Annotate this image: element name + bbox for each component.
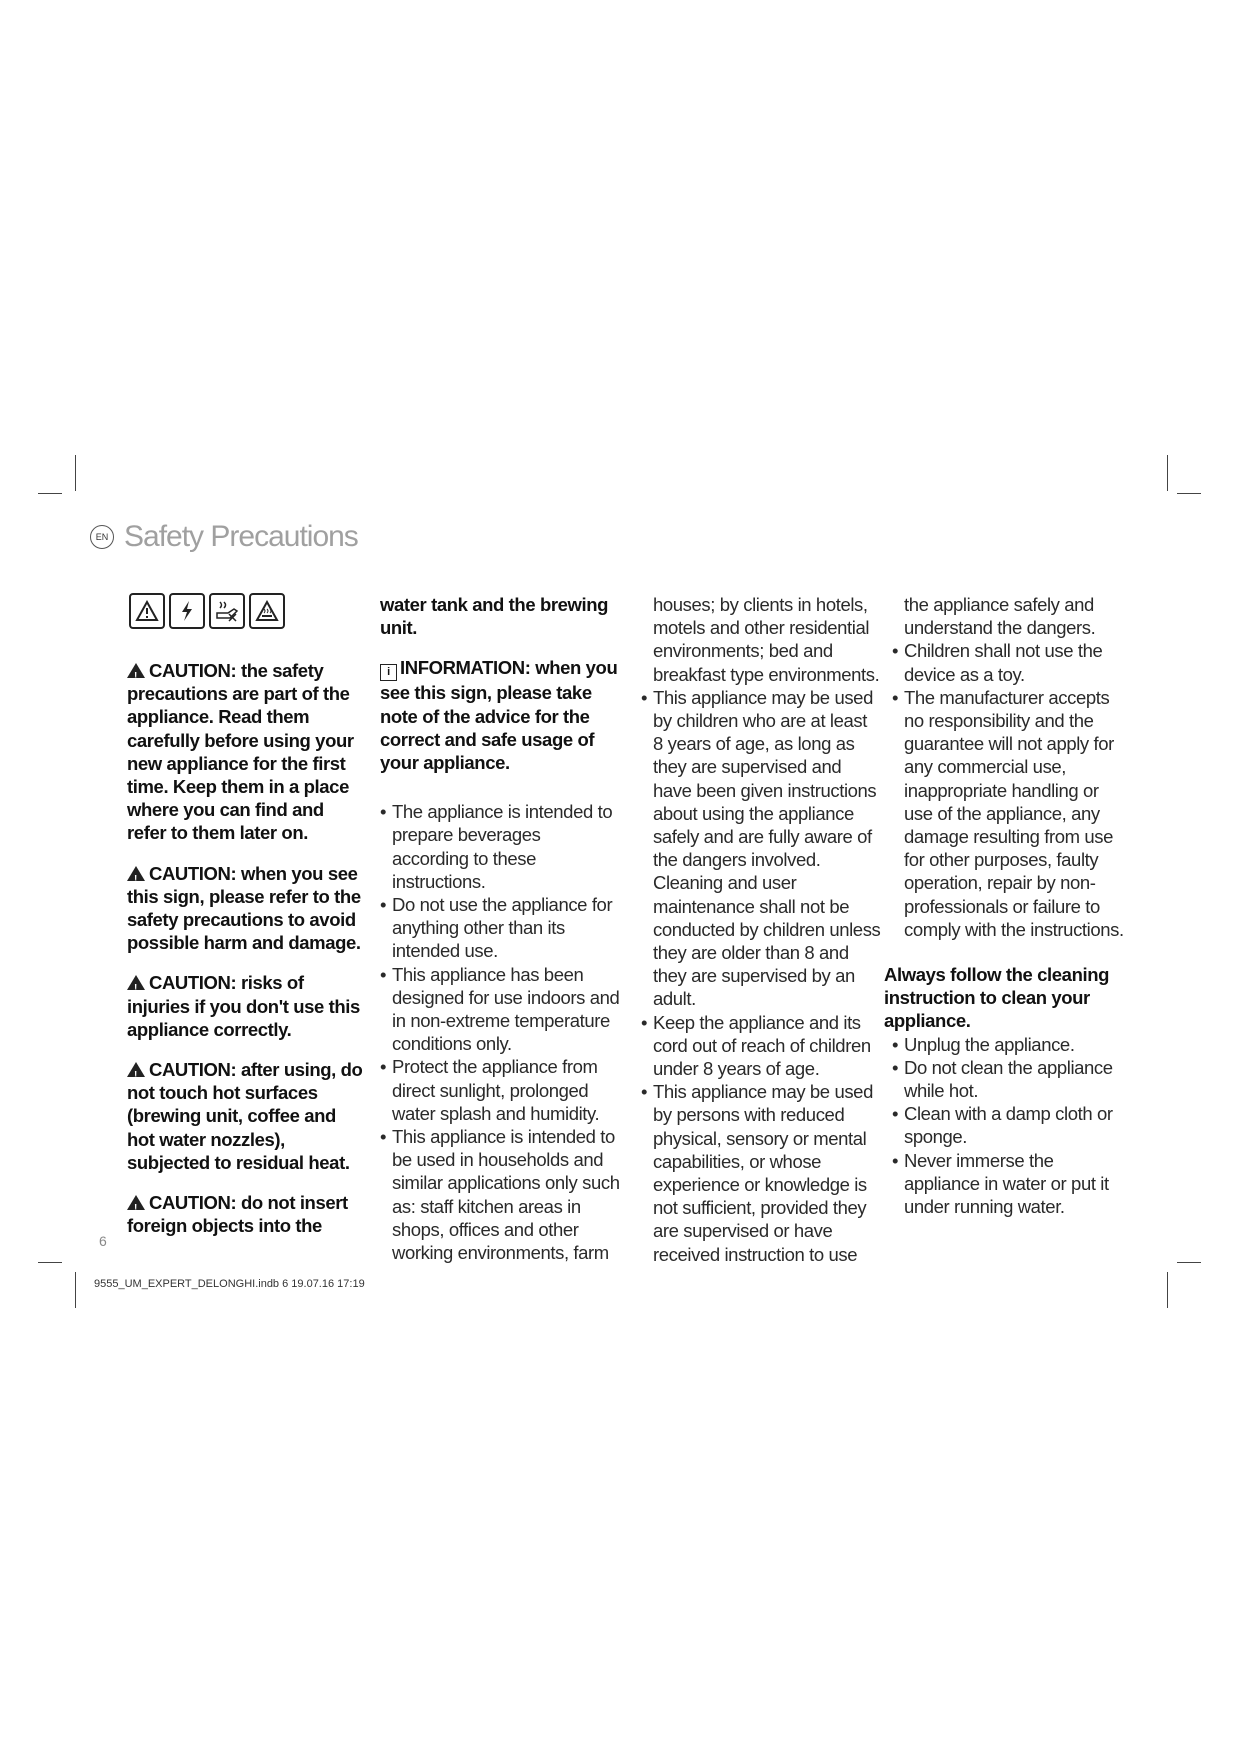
list-item: • Do not clean the appliance while hot. bbox=[892, 1056, 1132, 1102]
column-4 bbox=[884, 593, 1132, 1218]
caution-paragraph: !CAUTION: after using, do not touch hot surfaces (brewing unit, coffee and hot water nozzles), subjected to residual heat. bbox=[127, 1058, 363, 1174]
caution-paragraph: !CAUTION: do not insert foreign objects into the bbox=[127, 1191, 363, 1237]
list-item: • This appliance may be used by children who are at least 8 years of age, as long as they are supervised and have been given instructions about using the appliance safely and are fully aware of the dangers involved. Cleaning and user maintenance shall not be conducted by children unless they are older than 8 and they are supervised by an adult. bbox=[641, 686, 881, 1011]
column-3 bbox=[641, 593, 881, 1266]
crop-mark bbox=[1177, 1262, 1201, 1263]
list-item-continued: houses; by clients in hotels, motels and other residential environments; bed and breakfast type environments. bbox=[653, 594, 880, 685]
warning-icon bbox=[127, 1062, 145, 1077]
warning-icon bbox=[127, 975, 145, 990]
list-item: • Do not use the appliance for anything other than its intended use. bbox=[380, 893, 620, 963]
list-item-continued: the appliance safely and understand the dangers. bbox=[904, 594, 1096, 639]
list-item: • Keep the appliance and its cord out of reach of children under 8 years of age. bbox=[641, 1011, 881, 1081]
column-2 bbox=[380, 593, 620, 1264]
crop-mark bbox=[75, 455, 76, 491]
caution-paragraph: !CAUTION: the safety precautions are part of the appliance. Read them carefully before using your new appliance for the first time. Keep them in a place where you can find and refer to them later on. bbox=[127, 659, 363, 845]
information-icon: i bbox=[380, 664, 397, 681]
cleaning-list bbox=[892, 1033, 1132, 1219]
list-item: • Clean with a damp cloth or sponge. bbox=[892, 1102, 1132, 1148]
language-badge: EN bbox=[90, 525, 114, 549]
crop-mark bbox=[75, 1272, 76, 1308]
continued-text: water tank and the brewing unit. bbox=[380, 594, 609, 639]
page-title: Safety Precautions bbox=[124, 520, 358, 553]
warning-icon bbox=[127, 663, 145, 678]
list-item: • Protect the appliance from direct sunlight, prolonged water splash and humidity. bbox=[380, 1055, 620, 1125]
warning-triangle-icon bbox=[129, 593, 165, 629]
cleaning-heading: Always follow the cleaning instruction to clean your appliance. bbox=[884, 964, 1110, 1032]
warning-icon bbox=[127, 866, 145, 881]
crop-mark bbox=[1167, 455, 1168, 491]
information-paragraph: i INFORMATION: when you see this sign, please take note of the advice for the correct and safe usage of your appliance. bbox=[380, 657, 618, 774]
safety-list bbox=[892, 593, 1132, 941]
caution-paragraph: !CAUTION: when you see this sign, please refer to the safety precautions to avoid possible harm and damage. bbox=[127, 862, 363, 955]
crop-mark bbox=[1167, 1272, 1168, 1308]
crop-mark bbox=[38, 493, 62, 494]
column-1 bbox=[127, 593, 363, 1254]
list-item: • The manufacturer accepts no responsibility and the guarantee will not apply for any commercial use, inappropriate handling or use of the appliance, any damage resulting from use for other purposes, faulty operation, repair by non-professionals or failure to comply with the instructions. bbox=[892, 686, 1132, 941]
electric-shock-icon bbox=[169, 593, 205, 629]
crop-mark bbox=[38, 1262, 62, 1263]
list-item: • Never immerse the appliance in water or put it under running water. bbox=[892, 1149, 1132, 1219]
warning-icon bbox=[127, 1195, 145, 1210]
list-item: • The appliance is intended to prepare beverages according to these instructions. bbox=[380, 800, 620, 893]
safety-list bbox=[641, 593, 881, 1266]
list-item: • This appliance may be used by persons with reduced physical, sensory or mental capabilities, or whose experience or knowledge is not sufficient, provided they are supervised or have received instruction to use bbox=[641, 1080, 881, 1266]
page-number: 6 bbox=[99, 1233, 107, 1249]
crop-mark bbox=[1177, 493, 1201, 494]
print-footer: 9555_UM_EXPERT_DELONGHI.indb 6 19.07.16 17:19 bbox=[94, 1278, 365, 1290]
page-header bbox=[90, 520, 358, 554]
list-item: • This appliance is intended to be used in households and similar applications only such as: staff kitchen areas in shops, offices and other working environments, farm bbox=[380, 1125, 620, 1264]
list-item: • Children shall not use the device as a toy. bbox=[892, 639, 1132, 685]
caution-paragraph: !CAUTION: risks of injuries if you don't use this appliance correctly. bbox=[127, 971, 363, 1041]
safety-list bbox=[380, 800, 620, 1264]
list-item: • This appliance has been designed for use indoors and in non-extreme temperature conditions only. bbox=[380, 963, 620, 1056]
safety-symbols bbox=[129, 593, 363, 629]
hot-surface-icon bbox=[249, 593, 285, 629]
hot-water-hand-icon bbox=[209, 593, 245, 629]
list-item: • Unplug the appliance. bbox=[892, 1033, 1132, 1056]
